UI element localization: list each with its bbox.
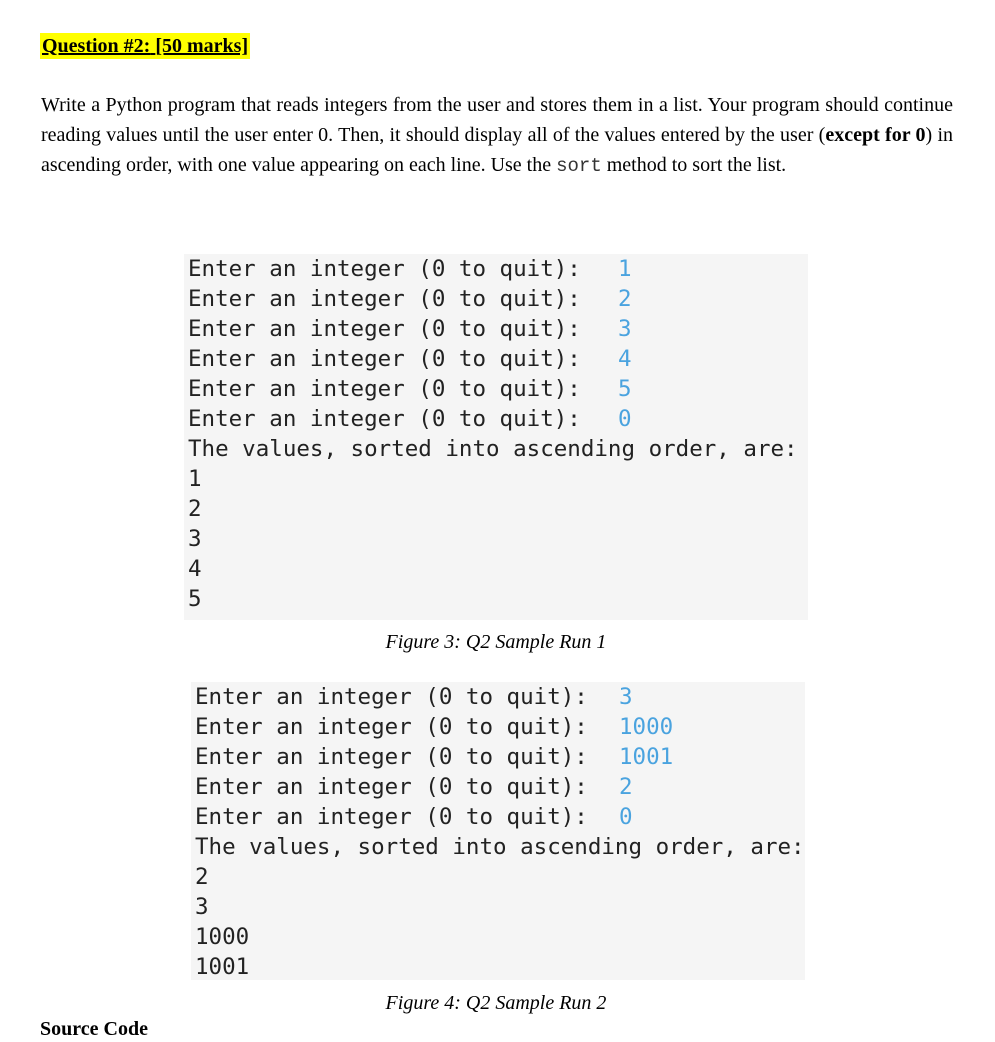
run1-input-line <box>188 374 632 404</box>
run1-prompt: Enter an integer (0 to quit): <box>188 316 581 342</box>
run1-input-line <box>188 404 632 434</box>
sample-run-2-console <box>191 682 805 980</box>
run2-input-value: 1000 <box>619 714 674 740</box>
run1-prompt: Enter an integer (0 to quit): <box>188 406 581 432</box>
desc-part-2: ) in ascending order, with one value appearing on each line. Use the <box>41 124 954 176</box>
run2-output-value: 2 <box>195 864 209 890</box>
question-heading <box>40 33 250 59</box>
run1-output-value: 3 <box>188 526 202 552</box>
run1-output-value: 2 <box>188 496 202 522</box>
sample-run-1-console <box>184 254 808 620</box>
figure-4-caption: Figure 4: Q2 Sample Run 2 <box>385 992 607 1014</box>
run2-input-line <box>195 742 674 772</box>
run2-output-value: 1001 <box>195 954 250 980</box>
run1-output-value: 1 <box>188 466 202 492</box>
question-description <box>41 90 953 181</box>
run1-input-line <box>188 344 632 374</box>
desc-code-sort: sort <box>556 155 602 177</box>
next-section-heading: Source Code <box>40 1018 148 1040</box>
run2-input-value: 1001 <box>619 744 674 770</box>
run1-input-value: 4 <box>618 346 632 372</box>
run1-input-line <box>188 284 632 314</box>
desc-part-3: method to sort the list. <box>601 154 787 176</box>
run1-input-line <box>188 314 632 344</box>
run2-input-value: 3 <box>619 684 633 710</box>
run1-prompt: Enter an integer (0 to quit): <box>188 286 581 312</box>
run2-output-value: 3 <box>195 894 209 920</box>
run1-result-header: The values, sorted into ascending order, are: <box>188 436 798 462</box>
run2-prompt: Enter an integer (0 to quit): <box>195 744 588 770</box>
run1-output-value: 4 <box>188 556 202 582</box>
desc-part-1: Write a Python program that reads integers from the user and stores them in a list. Your program should continue reading values until the user enter 0. Then, it should display all of the values entered by the user ( <box>41 94 953 146</box>
run1-input-value: 1 <box>618 256 632 282</box>
run1-input-value: 3 <box>618 316 632 342</box>
run2-prompt: Enter an integer (0 to quit): <box>195 804 588 830</box>
run2-output-value: 1000 <box>195 924 250 950</box>
run2-prompt: Enter an integer (0 to quit): <box>195 684 588 710</box>
run1-input-line <box>188 254 632 284</box>
run2-input-line <box>195 712 674 742</box>
run1-output-value: 5 <box>188 586 202 612</box>
run2-input-line <box>195 682 633 712</box>
run2-prompt: Enter an integer (0 to quit): <box>195 714 588 740</box>
figure-3-caption: Figure 3: Q2 Sample Run 1 <box>385 631 607 653</box>
run1-input-value: 0 <box>618 406 632 432</box>
run1-input-value: 2 <box>618 286 632 312</box>
question-marks: [50 marks] <box>155 35 249 57</box>
run2-input-value: 2 <box>619 774 633 800</box>
question-number: Question #2: <box>42 35 151 57</box>
run1-prompt: Enter an integer (0 to quit): <box>188 376 581 402</box>
run1-prompt: Enter an integer (0 to quit): <box>188 346 581 372</box>
run2-input-line <box>195 802 633 832</box>
run2-result-header: The values, sorted into ascending order, are: <box>195 834 805 860</box>
run2-input-value: 0 <box>619 804 633 830</box>
desc-bold: except for 0 <box>825 124 926 146</box>
run2-prompt: Enter an integer (0 to quit): <box>195 774 588 800</box>
run2-input-line <box>195 772 633 802</box>
run1-prompt: Enter an integer (0 to quit): <box>188 256 581 282</box>
run1-input-value: 5 <box>618 376 632 402</box>
